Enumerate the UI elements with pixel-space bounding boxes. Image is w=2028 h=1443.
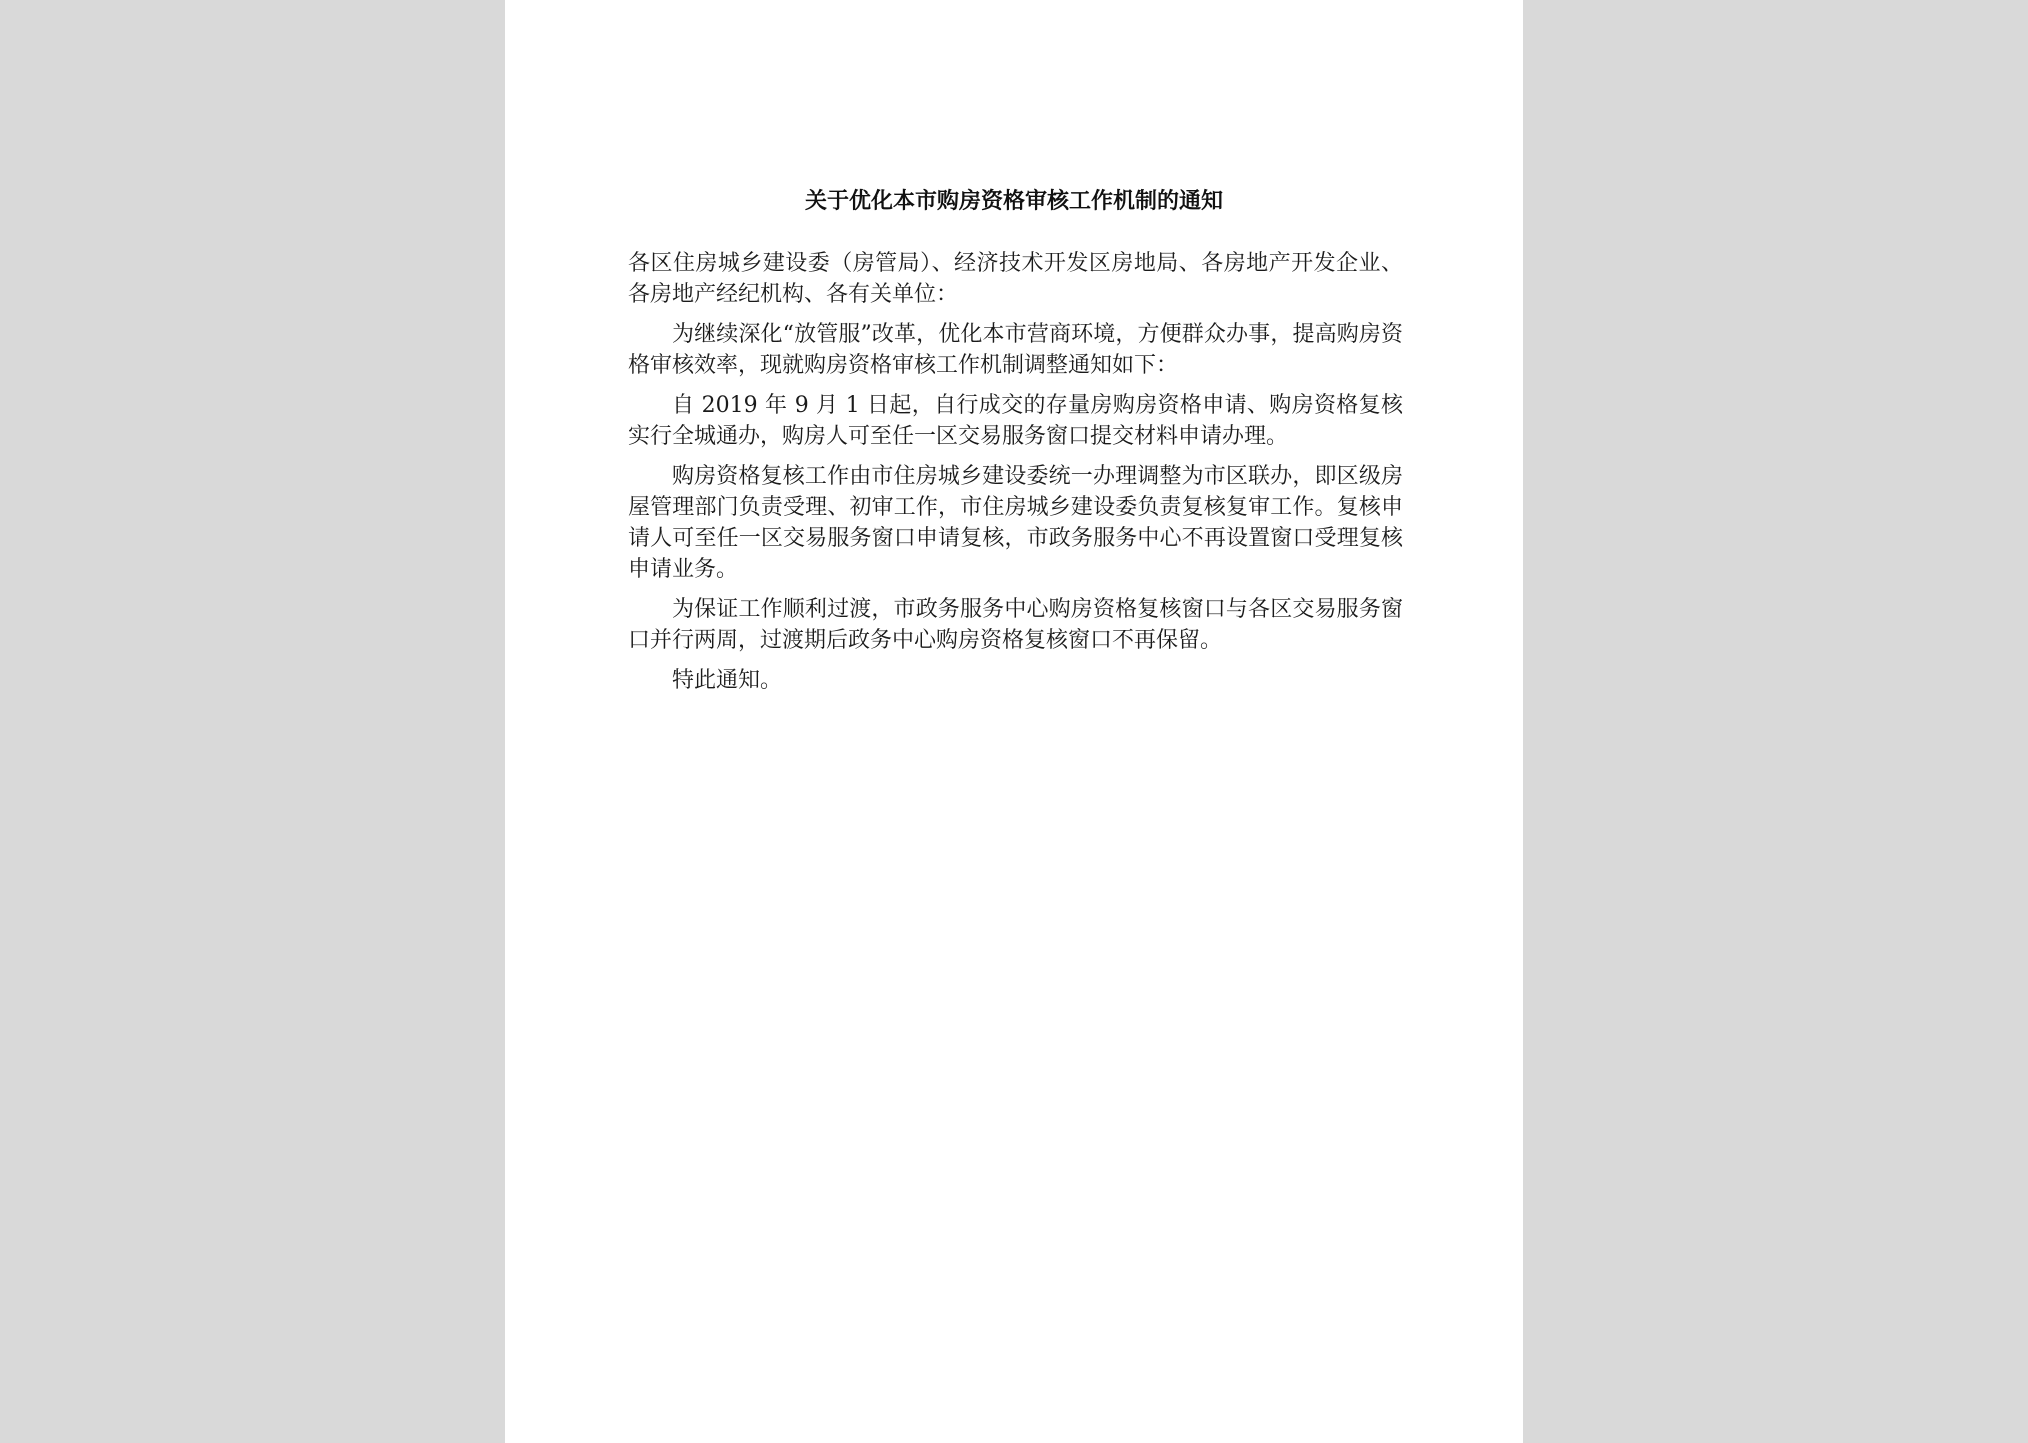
paragraph-intro: 为继续深化“放管服”改革，优化本市营商环境，方便群众办事，提高购房资格审核效率，现就购房资格审核工作机制调整通知如下： bbox=[628, 322, 1403, 378]
document-title: 关于优化本市购房资格审核工作机制的通知 bbox=[804, 188, 1223, 214]
paragraph-citywide: 自 2019 年 9 月 1 日起，自行成交的存量房购房资格申请、购房资格复核实行全城通办，购房人可至任一区交易服务窗口提交材料申请办理。 bbox=[628, 393, 1403, 449]
closing: 特此通知。 bbox=[672, 668, 783, 693]
document-page bbox=[505, 0, 1523, 1443]
paragraph-transition: 为保证工作顺利过渡，市政务服务中心购房资格复核窗口与各区交易服务窗口并行两周，过渡期后政务中心购房资格复核窗口不再保留。 bbox=[628, 597, 1403, 653]
document-body bbox=[628, 248, 1403, 705]
paragraph-review: 购房资格复核工作由市住房城乡建设委统一办理调整为市区联办，即区级房屋管理部门负责受理、初审工作，市住房城乡建设委负责复核复审工作。复核申请人可至任一区交易服务窗口申请复核，市政务服务中心不再设置窗口受理复核申请业务。 bbox=[628, 464, 1403, 582]
salutation: 各区住房城乡建设委（房管局）、经济技术开发区房地局、各房地产开发企业、各房地产经纪机构、各有关单位： bbox=[628, 251, 1403, 307]
